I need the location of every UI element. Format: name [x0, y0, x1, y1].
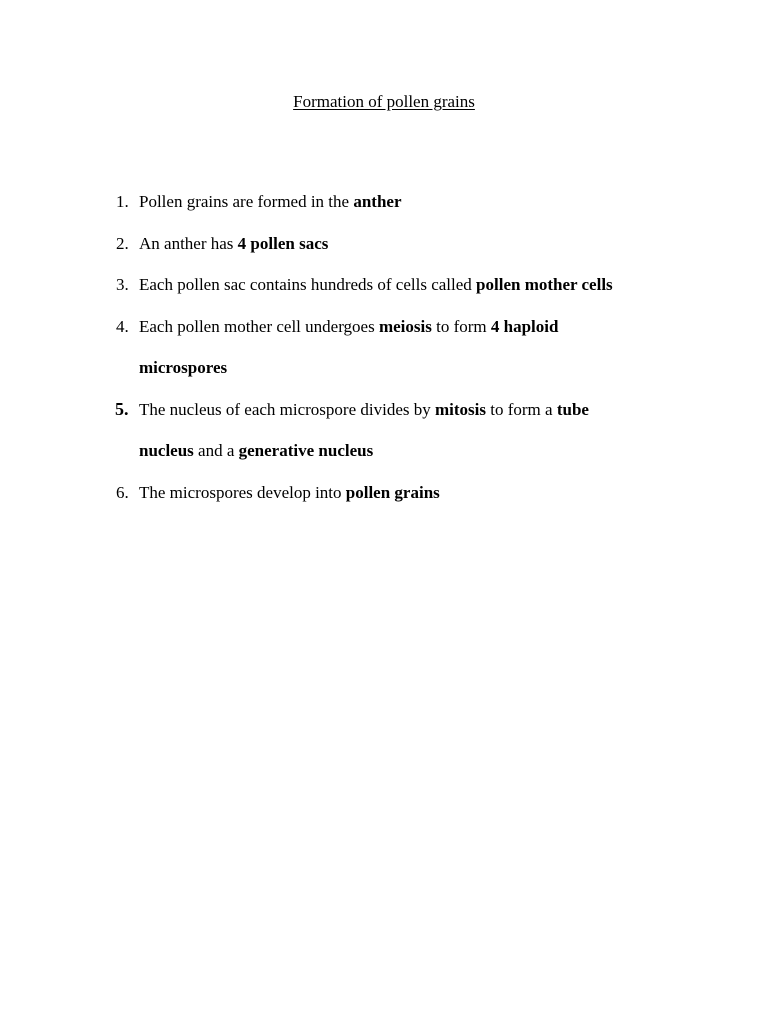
- item-text: Each pollen sac contains hundreds of cells called: [139, 275, 477, 294]
- item-text: The microspores develop into: [139, 482, 346, 502]
- bold-term: meiosis: [378, 316, 432, 336]
- list-item-number: 6.: [116, 482, 129, 502]
- bold-term: mitosis: [435, 399, 486, 419]
- list-item-number: 1.: [116, 192, 129, 211]
- numbered-list: [112, 181, 732, 513]
- list-item-number: 5.: [115, 398, 129, 419]
- list-item: [112, 223, 732, 265]
- bold-term: microspores: [139, 358, 228, 377]
- list-item: [112, 306, 732, 389]
- item-text: to form: [431, 316, 491, 336]
- list-item: [112, 389, 732, 472]
- item-text: Pollen grains are formed in the: [139, 192, 354, 211]
- list-item: [112, 264, 732, 306]
- list-item-number: 2.: [116, 233, 129, 253]
- item-text: to form a: [486, 399, 557, 419]
- bold-term: anther: [353, 192, 402, 211]
- list-item: [112, 181, 732, 223]
- bold-term: 4 haploid: [490, 316, 559, 336]
- item-text: The nucleus of each microspore divides by: [139, 399, 435, 419]
- bold-term: nucleus: [139, 441, 194, 460]
- list-item-number: 4.: [116, 316, 129, 336]
- item-text: Each pollen mother cell undergoes: [139, 316, 379, 336]
- item-text: An anther has: [139, 233, 238, 253]
- bold-term: pollen mother cells: [476, 275, 613, 294]
- bold-term: generative nucleus: [238, 441, 374, 460]
- item-text: and a: [193, 441, 239, 460]
- page-title: Formation of pollen grains: [293, 92, 475, 111]
- bold-term: 4 pollen sacs: [237, 233, 329, 253]
- bold-term: tube: [556, 399, 589, 419]
- list-item-number: 3.: [116, 275, 129, 294]
- list-item: [112, 472, 732, 514]
- bold-term: pollen grains: [345, 482, 440, 502]
